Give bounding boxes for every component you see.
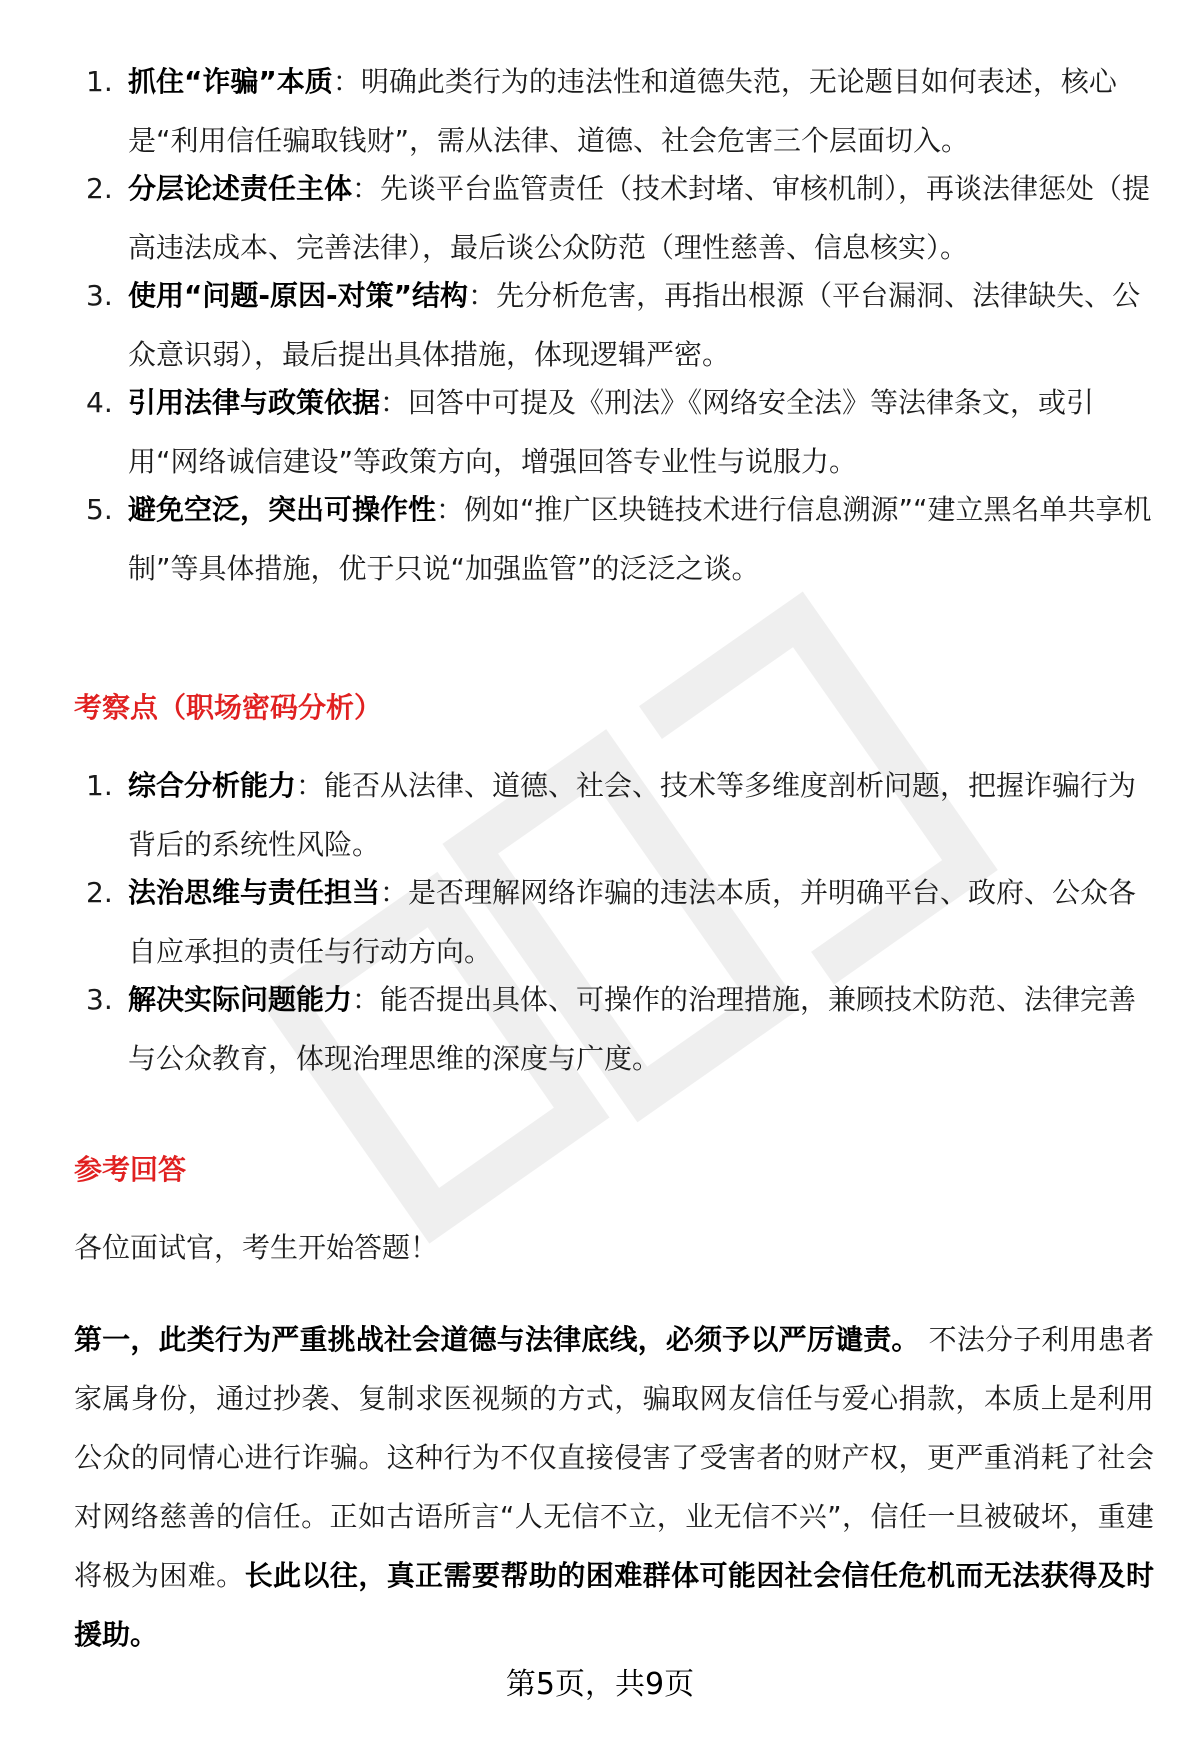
tip-number: 1. [86,65,113,98]
exam-points-heading: 考察点（职场密码分析） [74,691,383,724]
answer-point-text: 不法分子利用患者家属身份，通过抄袭、复制求医视频的方式，骗取网友信任与爱心捐款，本质上是利用公众的同情心进行诈骗。这种行为不仅直接侵害了受害者的财产权，更严重消耗了社会对网络慈善的信任。正如古语所言“人无信不立，业无信不兴”，信任一旦被破坏，重建将极为困难。 [74,1323,1154,1592]
tip-term: 分层论述责任主体 [128,172,353,205]
tip-number: 5. [86,493,113,526]
exam-points-list [0,756,1200,1077]
tip-text: ：先谈平台监管责任（技术封堵、审核机制），再谈法律惩处（提高违法成本、完善法律），最后谈公众防范（理性慈善、信息核实）。 [128,172,1151,264]
exam-term: 法治思维与责任担当 [128,876,381,909]
tip-item [0,159,1200,266]
exam-term: 综合分析能力 [128,769,297,802]
answer-point-conclusion: 长此以往，真正需要帮助的困难群体可能因社会信任危机而无法获得及时援助。 [74,1559,1154,1651]
tip-text: ：例如“推广区块链技术进行信息溯源”“建立黑名单共享机制”等具体措施，优于只说“加强监管”的泛泛之谈。 [128,493,1152,585]
exam-text: ：能否从法律、道德、社会、技术等多维度剖析问题，把握诈骗行为背后的系统性风险。 [128,769,1137,861]
answer-opening: 各位面试官，考生开始答题！ [74,1231,439,1264]
exam-item [0,863,1200,970]
page-number: 第5页，共9页 [505,1667,695,1702]
exam-number: 2. [86,876,113,909]
tips-list [0,52,1200,587]
exam-term: 解决实际问题能力 [128,983,353,1016]
answer-point-bold: 第一，此类行为严重挑战社会道德与法律底线，必须予以严厉谴责。 [74,1323,920,1356]
tip-term: 抓住“诈骗”本质 [128,65,333,98]
tip-item [0,266,1200,373]
tip-text: ：先分析危害，再指出根源（平台漏洞、法律缺失、公众意识弱），最后提出具体措施，体现逻辑严密。 [128,279,1141,371]
tip-number: 3. [86,279,113,312]
exam-text: ：是否理解网络诈骗的违法本质，并明确平台、政府、公众各自应承担的责任与行动方向。 [128,876,1137,968]
tip-term: 避免空泛，突出可操作性 [128,493,437,526]
tip-number: 4. [86,386,113,419]
answer-paragraph-1 [74,1310,1154,1664]
exam-item [0,756,1200,863]
exam-text: ：能否提出具体、可操作的治理措施，兼顾技术防范、法律完善与公众教育，体现治理思维的深度与广度。 [128,983,1137,1075]
tip-text: ：明确此类行为的违法性和道德失范，无论题目如何表述，核心是“利用信任骗取钱财”，需从法律、道德、社会危害三个层面切入。 [128,65,1117,157]
tip-term: 使用“问题-原因-对策”结构 [128,279,469,312]
tip-item [0,52,1200,159]
tip-term: 引用法律与政策依据 [128,386,381,419]
tip-number: 2. [86,172,113,205]
tip-text: ：回答中可提及《刑法》《网络安全法》等法律条文，或引用“网络诚信建设”等政策方向，增强回答专业性与说服力。 [128,386,1095,478]
exam-number: 3. [86,983,113,1016]
exam-number: 1. [86,769,113,802]
tip-item [0,480,1200,587]
exam-item [0,970,1200,1077]
tip-item [0,373,1200,480]
reference-answer-heading: 参考回答 [74,1153,187,1186]
